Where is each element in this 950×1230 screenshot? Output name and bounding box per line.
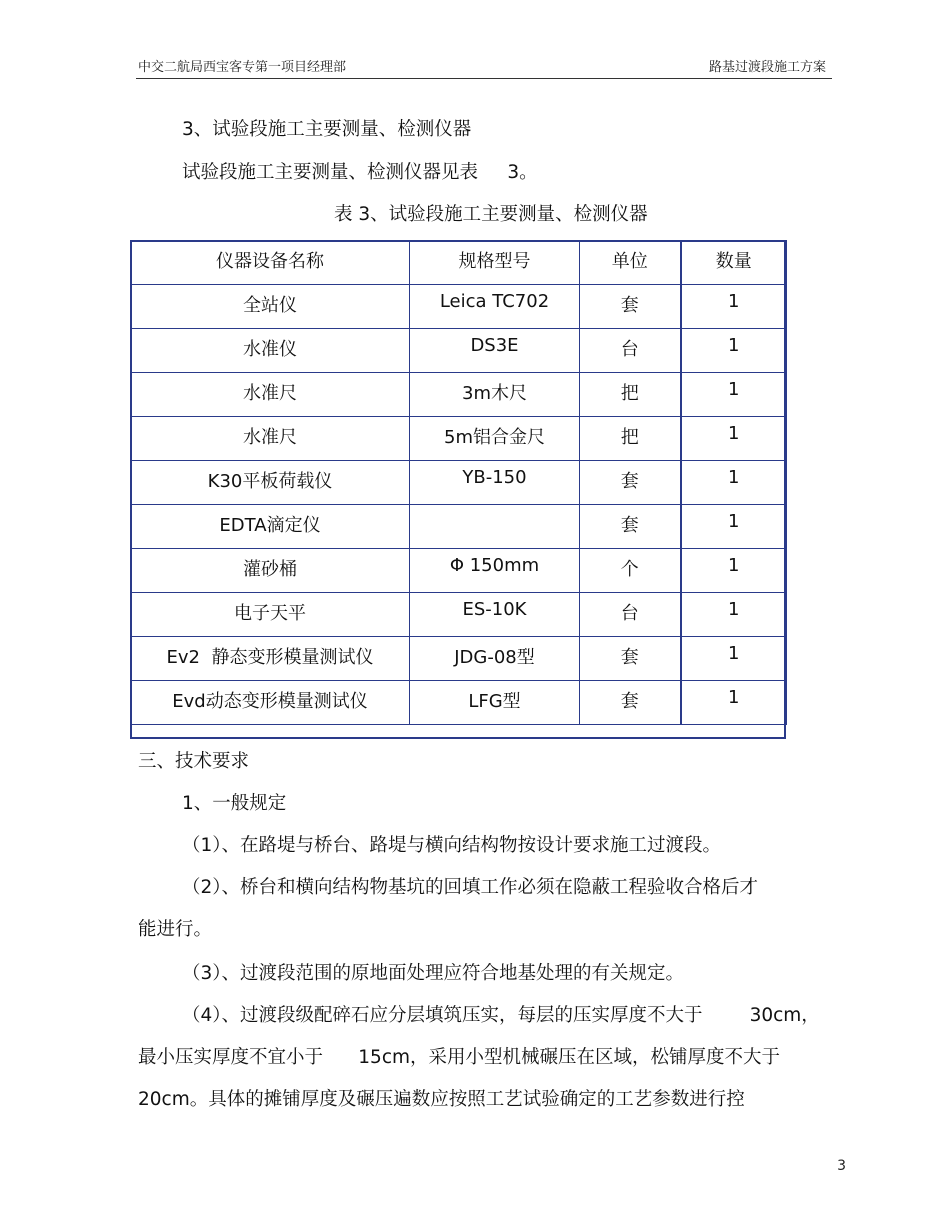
- table-header-row: [131, 241, 787, 285]
- general-heading: 1、一般规定: [182, 793, 287, 814]
- table-cell: 套: [580, 681, 681, 725]
- table-cell: 套: [580, 461, 681, 505]
- table-cell: 1: [681, 373, 787, 417]
- table-cell: EDTA滴定仪: [131, 505, 410, 549]
- table-cell: 台: [580, 593, 681, 637]
- table-row: [131, 593, 787, 637]
- table-cell: YB-150: [410, 461, 580, 505]
- header-left: 中交二航局西宝客专第一项目经理部: [138, 60, 347, 75]
- header-cell: 数量: [681, 241, 787, 285]
- table-row: [131, 285, 787, 329]
- header-cell: 规格型号: [410, 241, 580, 285]
- table-row: [131, 373, 787, 417]
- table-cell: 套: [580, 637, 681, 681]
- table-cell: JDG-08型: [410, 637, 580, 681]
- tech-heading: 三、技术要求: [138, 751, 250, 772]
- table-cell: 1: [681, 461, 787, 505]
- table-cell: 全站仪: [131, 285, 410, 329]
- table-cell: LFG型: [410, 681, 580, 725]
- table-cell: 1: [681, 593, 787, 637]
- header-rule: [136, 78, 832, 79]
- table-cell: 灌砂桶: [131, 549, 410, 593]
- table-cell: Evd动态变形模量测试仪: [131, 681, 410, 725]
- paragraph-2-line-1: （2）、桥台和横向结构物基坑的回填工作必须在隐蔽工程验收合格后才: [182, 877, 759, 898]
- table-cell: 1: [681, 505, 787, 549]
- table-row: [131, 549, 787, 593]
- table-cell: 台: [580, 329, 681, 373]
- paragraph-4-line-1: （4）、过渡段级配碎石应分层填筑压实，每层的压实厚度不大于 30cm，: [182, 1005, 820, 1026]
- table-cell: 5m铝合金尺: [410, 417, 580, 461]
- table-row: [131, 681, 787, 725]
- table-cell: 1: [681, 681, 787, 725]
- intro-text: 试验段施工主要测量、检测仪器见表 3。: [182, 162, 538, 183]
- instrument-table: [130, 240, 787, 725]
- table-row: [131, 329, 787, 373]
- section-heading: 3、试验段施工主要测量、检测仪器: [182, 119, 472, 140]
- table-cell: 1: [681, 285, 787, 329]
- table-cell: 水准尺: [131, 417, 410, 461]
- table-row: [131, 461, 787, 505]
- table-row: [131, 637, 787, 681]
- table-cell: 个: [580, 549, 681, 593]
- table-cell: K30平板荷载仪: [131, 461, 410, 505]
- table-cell: DS3E: [410, 329, 580, 373]
- paragraph-2-line-2: 能进行。: [138, 919, 213, 940]
- table-cell: 水准仪: [131, 329, 410, 373]
- paragraph-4-line-3: 20cm。具体的摊铺厚度及碾压遍数应按照工艺试验确定的工艺参数进行控: [138, 1089, 745, 1110]
- table-cell: 把: [580, 417, 681, 461]
- paragraph-4-line-2: 最小压实厚度不宜小于 15cm，采用小型机械碾压在区域，松铺厚度不大于: [138, 1047, 781, 1068]
- table-cell: 1: [681, 329, 787, 373]
- table-cell: 3m木尺: [410, 373, 580, 417]
- header-cell: 单位: [580, 241, 681, 285]
- table-cell: Ev2 静态变形模量测试仪: [131, 637, 410, 681]
- page-number: 3: [837, 1158, 846, 1174]
- table-row: [131, 417, 787, 461]
- table-row: [131, 505, 787, 549]
- table-cell: Leica TC702: [410, 285, 580, 329]
- table-cell: 1: [681, 637, 787, 681]
- table-cell: ES-10K: [410, 593, 580, 637]
- table-cell: 1: [681, 417, 787, 461]
- header-right: 路基过渡段施工方案: [708, 60, 826, 75]
- paragraph-1: （1）、在路堤与桥台、路堤与横向结构物按设计要求施工过渡段。: [182, 835, 722, 856]
- table-cell: 1: [681, 549, 787, 593]
- table-cell: [410, 505, 580, 549]
- table-cell: 套: [580, 505, 681, 549]
- table-cell: Φ 150mm: [410, 549, 580, 593]
- table-cell: 套: [580, 285, 681, 329]
- paragraph-3: （3）、过渡段范围的原地面处理应符合地基处理的有关规定。: [182, 963, 685, 984]
- table-cell: 把: [580, 373, 681, 417]
- table-cell: 电子天平: [131, 593, 410, 637]
- header-cell: 仪器设备名称: [131, 241, 410, 285]
- table-caption: 表 3、试验段施工主要测量、检测仪器: [334, 204, 648, 225]
- table-cell: 水准尺: [131, 373, 410, 417]
